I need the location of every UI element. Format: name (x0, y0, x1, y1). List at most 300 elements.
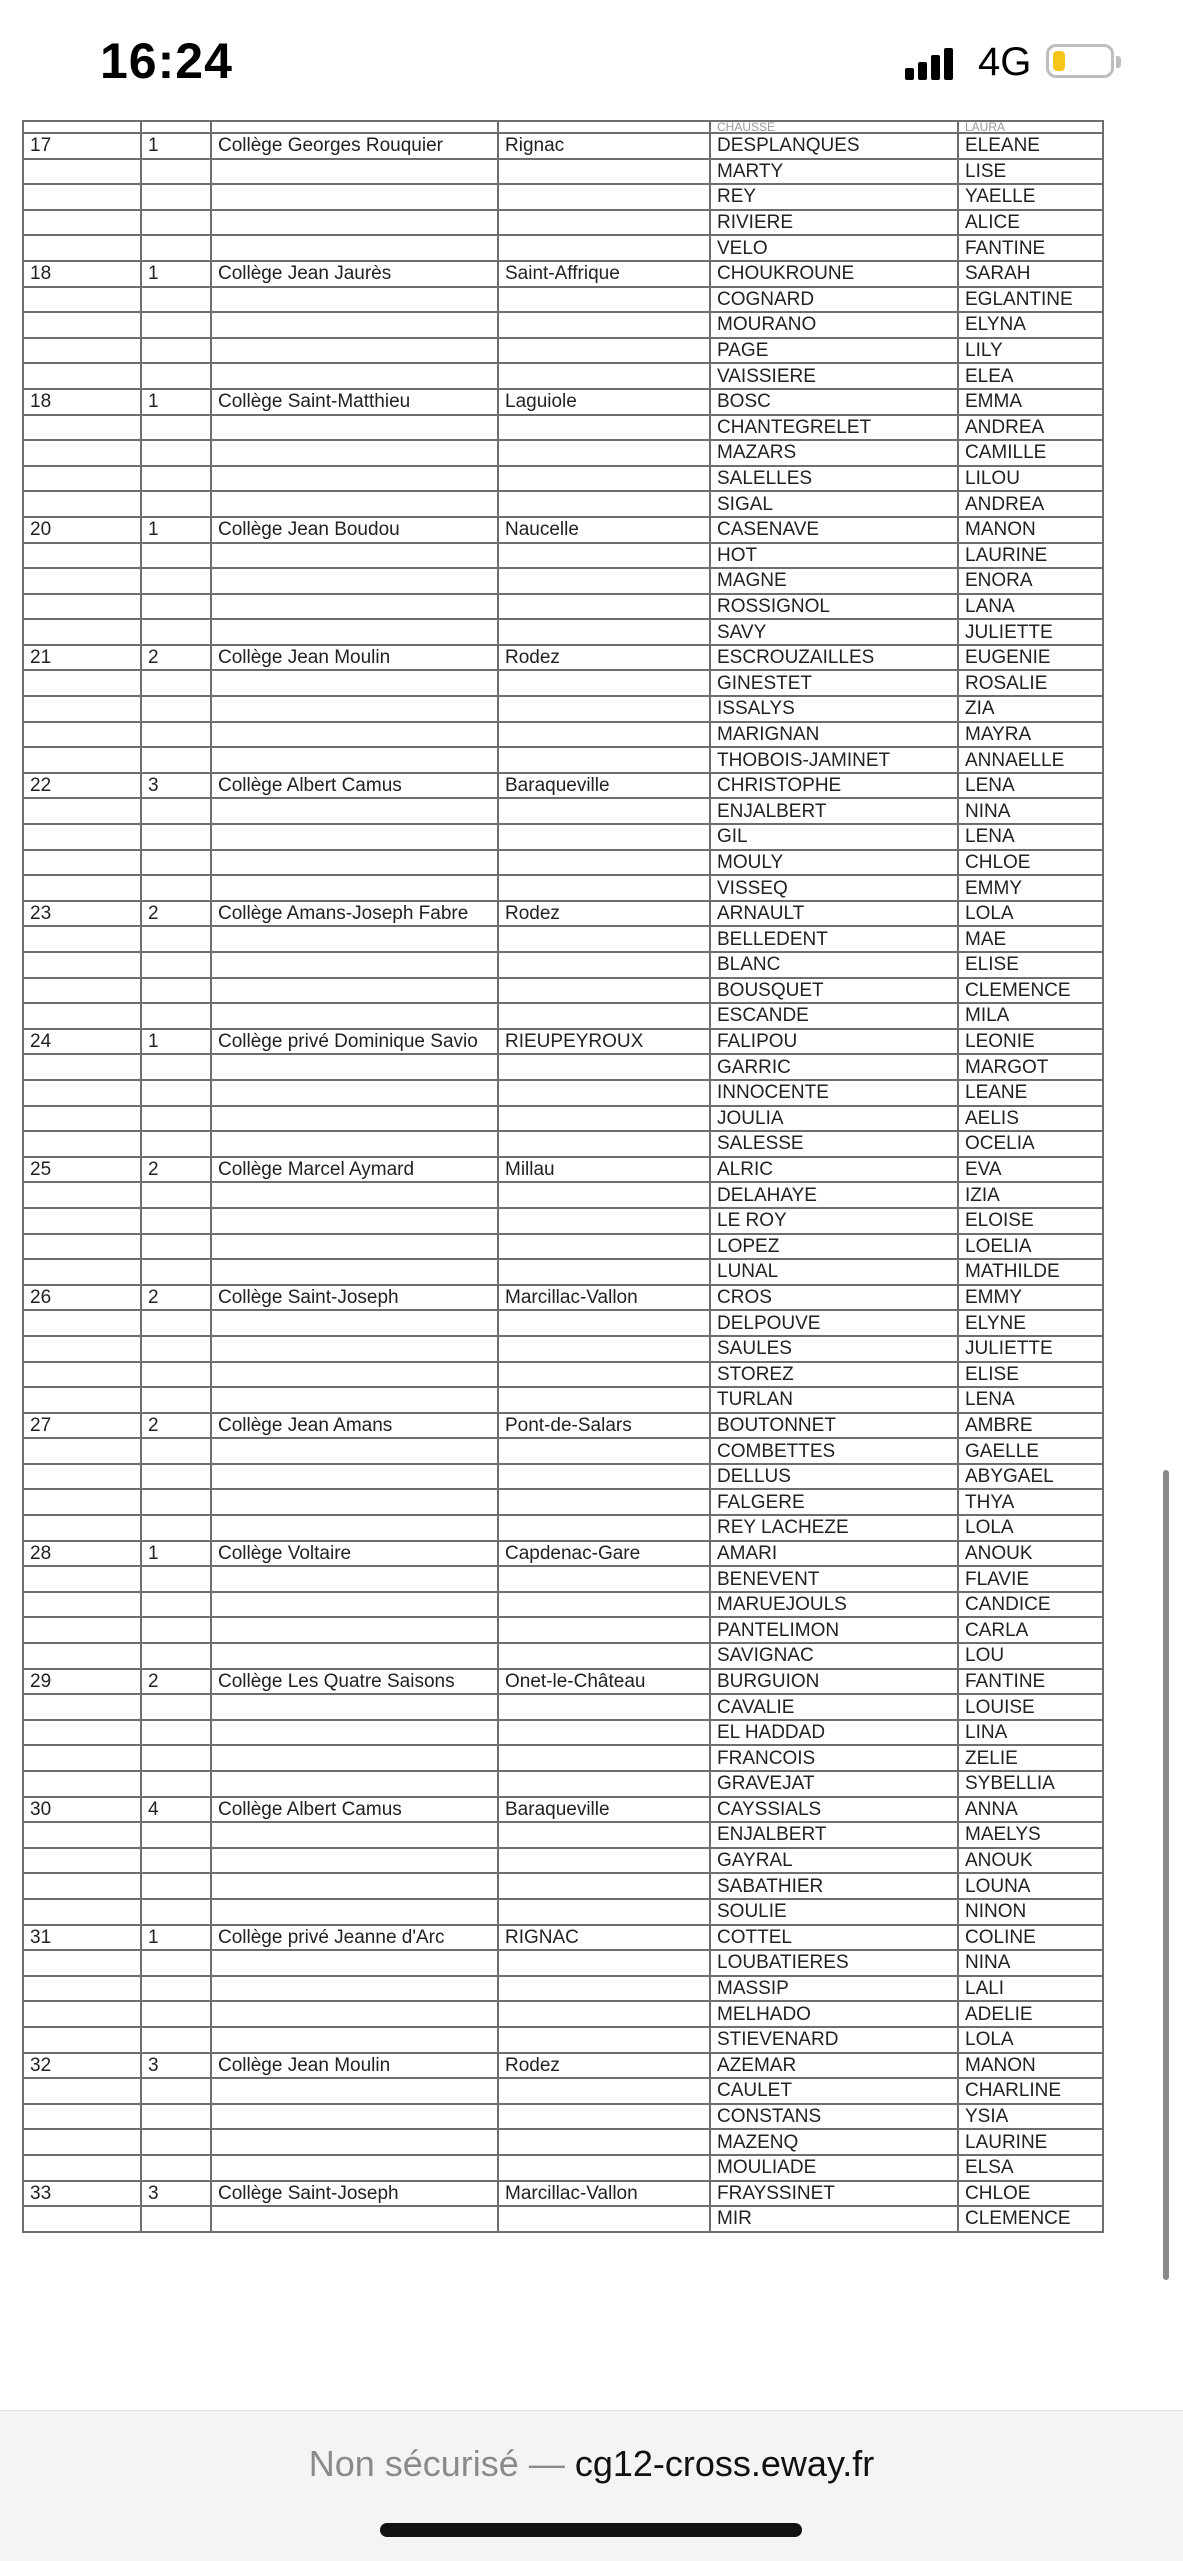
table-cell (23, 466, 141, 492)
table-cell (211, 798, 498, 824)
table-cell: 3 (141, 2181, 211, 2207)
table-cell (141, 952, 211, 978)
table-cell (141, 696, 211, 722)
table-cell: 1 (141, 133, 211, 159)
table-cell: Saint-Affrique (498, 261, 710, 287)
table-cell (498, 978, 710, 1004)
table-cell: Collège Jean Amans (211, 1413, 498, 1439)
table-cell (23, 1873, 141, 1899)
table-cell (141, 2001, 211, 2027)
table-cell: GAYRAL (710, 1848, 958, 1874)
table-row (23, 1259, 1103, 1285)
table-row (23, 747, 1103, 773)
table-cell (23, 2104, 141, 2130)
table-cell: Laguiole (498, 389, 710, 415)
table-cell: JOULIA (710, 1106, 958, 1132)
table-cell: 23 (23, 901, 141, 927)
table-cell (141, 1362, 211, 1388)
table-cell: SAVY (710, 619, 958, 645)
table-cell: IZIA (958, 1182, 1103, 1208)
table-cell (498, 619, 710, 645)
table-row (23, 1413, 1103, 1439)
table-cell: CHAUSSE (710, 121, 958, 133)
table-cell: OCELIA (958, 1131, 1103, 1157)
table-cell (141, 978, 211, 1004)
table-cell: RIEUPEYROUX (498, 1029, 710, 1055)
table-cell (498, 1643, 710, 1669)
table-cell (23, 1182, 141, 1208)
table-cell (23, 235, 141, 261)
table-cell (498, 1003, 710, 1029)
table-cell (211, 1566, 498, 1592)
table-cell (141, 543, 211, 569)
table-cell (498, 235, 710, 261)
table-cell: FRANCOIS (710, 1745, 958, 1771)
table-cell: SIGAL (710, 491, 958, 517)
table-cell (23, 1234, 141, 1260)
table-cell: Collège Jean Jaurès (211, 261, 498, 287)
table-cell (211, 875, 498, 901)
table-cell (141, 2027, 211, 2053)
table-cell: LOUISE (958, 1694, 1103, 1720)
table-cell: NINON (958, 1899, 1103, 1925)
table-row (23, 1387, 1103, 1413)
table-row (23, 363, 1103, 389)
table-cell: BLANC (710, 952, 958, 978)
table-cell: ELSA (958, 2155, 1103, 2181)
home-indicator[interactable] (380, 2523, 802, 2537)
table-cell: EMMY (958, 1285, 1103, 1311)
table-cell: CLEMENCE (958, 978, 1103, 1004)
table-cell: Collège Albert Camus (211, 773, 498, 799)
table-cell: Capdenac-Gare (498, 1541, 710, 1567)
table-cell (141, 1234, 211, 1260)
table-cell: Collège Les Quatre Saisons (211, 1669, 498, 1695)
table-cell: 1 (141, 1925, 211, 1951)
table-cell: MAZENQ (710, 2129, 958, 2155)
table-cell (211, 1259, 498, 1285)
table-row (23, 1489, 1103, 1515)
site-domain[interactable]: cg12-cross.eway.fr (574, 2443, 875, 2484)
table-cell (23, 978, 141, 1004)
table-cell (141, 1387, 211, 1413)
table-cell: MIR (710, 2206, 958, 2232)
table-cell (211, 1336, 498, 1362)
table-cell: MOULY (710, 850, 958, 876)
table-cell (141, 1464, 211, 1490)
table-cell: EGLANTINE (958, 287, 1103, 313)
table-cell (23, 696, 141, 722)
table-cell: FANTINE (958, 235, 1103, 261)
table-cell: VELO (710, 235, 958, 261)
table-cell: Rodez (498, 901, 710, 927)
table-cell (141, 1950, 211, 1976)
table-cell: Collège Saint-Joseph (211, 2181, 498, 2207)
table-cell (141, 1566, 211, 1592)
table-cell (141, 824, 211, 850)
table-cell (23, 1822, 141, 1848)
table-cell (23, 1003, 141, 1029)
table-cell: ELYNA (958, 312, 1103, 338)
table-cell (141, 235, 211, 261)
table-cell: STOREZ (710, 1362, 958, 1388)
table-row (23, 338, 1103, 364)
results-table (22, 120, 1104, 2233)
table-row (23, 2078, 1103, 2104)
table-cell: SALELLES (710, 466, 958, 492)
table-cell: 2 (141, 1413, 211, 1439)
vertical-scrollbar[interactable] (1163, 1470, 1169, 2280)
table-cell (211, 159, 498, 185)
table-cell: CASENAVE (710, 517, 958, 543)
table-cell: ELISE (958, 1362, 1103, 1388)
table-cell (211, 312, 498, 338)
table-cell: COLINE (958, 1925, 1103, 1951)
table-row (23, 543, 1103, 569)
table-cell: ESCROUZAILLES (710, 645, 958, 671)
table-cell: CANDICE (958, 1592, 1103, 1618)
table-cell: ELOISE (958, 1208, 1103, 1234)
table-cell (23, 1899, 141, 1925)
table-cell: AMBRE (958, 1413, 1103, 1439)
table-cell: Collège Saint-Matthieu (211, 389, 498, 415)
table-cell (23, 875, 141, 901)
table-cell: LANA (958, 594, 1103, 620)
table-cell: 1 (141, 1541, 211, 1567)
table-cell: BURGUION (710, 1669, 958, 1695)
table-cell (211, 824, 498, 850)
table-cell (211, 2104, 498, 2130)
table-cell: Baraqueville (498, 1797, 710, 1823)
table-cell: GARRIC (710, 1054, 958, 1080)
table-cell: YAELLE (958, 184, 1103, 210)
table-cell: 1 (141, 389, 211, 415)
table-cell (498, 1106, 710, 1132)
table-cell: LILY (958, 338, 1103, 364)
table-cell: MARUEJOULS (710, 1592, 958, 1618)
table-row (23, 568, 1103, 594)
table-row (23, 1438, 1103, 1464)
table-cell (23, 1976, 141, 2002)
table-cell: Naucelle (498, 517, 710, 543)
table-row (23, 1003, 1103, 1029)
table-cell: INNOCENTE (710, 1080, 958, 1106)
table-cell: Collège Jean Boudou (211, 517, 498, 543)
table-cell (211, 926, 498, 952)
table-row (23, 1541, 1103, 1567)
table-cell (211, 1720, 498, 1746)
table-cell: MAELYS (958, 1822, 1103, 1848)
table-cell (498, 1464, 710, 1490)
table-cell (23, 1950, 141, 1976)
table-cell: BOUTONNET (710, 1413, 958, 1439)
table-cell: ANNA (958, 1797, 1103, 1823)
table-cell: ALRIC (710, 1157, 958, 1183)
table-row (23, 415, 1103, 441)
table-cell (211, 619, 498, 645)
table-cell (23, 1566, 141, 1592)
table-row (23, 952, 1103, 978)
table-cell (211, 338, 498, 364)
table-cell (141, 1310, 211, 1336)
table-cell (211, 184, 498, 210)
table-cell: YSIA (958, 2104, 1103, 2130)
table-cell: RIGNAC (498, 1925, 710, 1951)
table-cell (23, 1438, 141, 1464)
table-cell (23, 2206, 141, 2232)
table-cell (498, 2129, 710, 2155)
network-type: 4G (978, 40, 1032, 84)
table-cell: REY (710, 184, 958, 210)
table-cell: CHLOE (958, 850, 1103, 876)
table-cell (211, 850, 498, 876)
table-cell: SOULIE (710, 1899, 958, 1925)
table-cell (141, 1489, 211, 1515)
table-cell: SAVIGNAC (710, 1643, 958, 1669)
table-cell: SABATHIER (710, 1873, 958, 1899)
table-cell (498, 1899, 710, 1925)
table-cell (23, 670, 141, 696)
table-cell: STIEVENARD (710, 2027, 958, 2053)
table-cell (211, 1208, 498, 1234)
table-cell: Rodez (498, 645, 710, 671)
table-cell (141, 312, 211, 338)
table-row (23, 389, 1103, 415)
table-cell: CHRISTOPHE (710, 773, 958, 799)
table-row (23, 184, 1103, 210)
table-cell (141, 287, 211, 313)
table-cell: Rignac (498, 133, 710, 159)
table-cell (23, 1310, 141, 1336)
table-cell: ELISE (958, 952, 1103, 978)
table-cell (141, 1848, 211, 1874)
table-cell (498, 850, 710, 876)
table-cell (141, 747, 211, 773)
table-row (23, 1848, 1103, 1874)
table-cell: ENJALBERT (710, 1822, 958, 1848)
table-row (23, 1797, 1103, 1823)
table-row (23, 1976, 1103, 2002)
table-cell: 21 (23, 645, 141, 671)
table-cell (23, 952, 141, 978)
table-row (23, 1336, 1103, 1362)
table-cell (141, 619, 211, 645)
table-cell (211, 1234, 498, 1260)
table-row (23, 1208, 1103, 1234)
table-cell: VISSEQ (710, 875, 958, 901)
table-cell: Marcillac-Vallon (498, 2181, 710, 2207)
table-cell (23, 415, 141, 441)
table-cell (498, 2155, 710, 2181)
table-cell: RIVIERE (710, 210, 958, 236)
table-row (23, 261, 1103, 287)
table-row (23, 1617, 1103, 1643)
table-cell: ZIA (958, 696, 1103, 722)
table-cell: ELEANE (958, 133, 1103, 159)
table-row (23, 1131, 1103, 1157)
table-cell (498, 1745, 710, 1771)
table-cell: CHLOE (958, 2181, 1103, 2207)
table-cell (211, 670, 498, 696)
table-cell (498, 1259, 710, 1285)
table-row (23, 2001, 1103, 2027)
table-cell: 20 (23, 517, 141, 543)
table-cell (141, 1515, 211, 1541)
table-cell: ISSALYS (710, 696, 958, 722)
table-cell: Marcillac-Vallon (498, 1285, 710, 1311)
table-cell: ENORA (958, 568, 1103, 594)
table-row (23, 1566, 1103, 1592)
table-row (23, 2053, 1103, 2079)
table-cell: FRAYSSINET (710, 2181, 958, 2207)
table-cell (498, 1822, 710, 1848)
table-cell: ZELIE (958, 1745, 1103, 1771)
table-cell: LOUBATIERES (710, 1950, 958, 1976)
table-cell: ANOUK (958, 1848, 1103, 1874)
table-row (23, 133, 1103, 159)
table-cell (23, 287, 141, 313)
table-cell (211, 722, 498, 748)
table-cell: LE ROY (710, 1208, 958, 1234)
table-cell: MANON (958, 2053, 1103, 2079)
table-cell (211, 696, 498, 722)
table-cell: ANOUK (958, 1541, 1103, 1567)
table-cell: 26 (23, 1285, 141, 1311)
table-cell: MAYRA (958, 722, 1103, 748)
table-cell (141, 1873, 211, 1899)
table-cell (211, 1362, 498, 1388)
table-cell (498, 1310, 710, 1336)
table-cell (23, 619, 141, 645)
table-row (23, 1822, 1103, 1848)
table-cell: ARNAULT (710, 901, 958, 927)
table-cell: COMBETTES (710, 1438, 958, 1464)
table-cell (23, 798, 141, 824)
table-cell (23, 2001, 141, 2027)
table-cell (211, 2155, 498, 2181)
table-row (23, 696, 1103, 722)
table-cell (498, 1387, 710, 1413)
table-row (23, 978, 1103, 1004)
table-cell (141, 1745, 211, 1771)
page-content[interactable] (0, 120, 1183, 2410)
table-cell: 18 (23, 389, 141, 415)
table-cell: LOU (958, 1643, 1103, 1669)
table-cell (498, 312, 710, 338)
table-cell (23, 722, 141, 748)
table-cell: MARIGNAN (710, 722, 958, 748)
table-cell: CAMILLE (958, 440, 1103, 466)
table-row (23, 1029, 1103, 1055)
table-cell (211, 1592, 498, 1618)
table-cell: ROSALIE (958, 670, 1103, 696)
table-cell (211, 1106, 498, 1132)
table-cell (498, 1054, 710, 1080)
table-cell: 1 (141, 261, 211, 287)
table-cell (498, 1720, 710, 1746)
table-row (23, 1234, 1103, 1260)
table-row (23, 1643, 1103, 1669)
table-cell (211, 1694, 498, 1720)
table-cell (141, 850, 211, 876)
table-cell: LOLA (958, 901, 1103, 927)
table-cell: DELAHAYE (710, 1182, 958, 1208)
table-cell: MANON (958, 517, 1103, 543)
table-row (23, 1592, 1103, 1618)
table-cell (23, 2129, 141, 2155)
table-cell (498, 696, 710, 722)
table-cell (498, 1950, 710, 1976)
table-cell (141, 722, 211, 748)
table-cell: 25 (23, 1157, 141, 1183)
table-cell (211, 1003, 498, 1029)
table-cell: PANTELIMON (710, 1617, 958, 1643)
table-row (23, 1054, 1103, 1080)
cellular-signal-icon (905, 46, 953, 80)
table-cell (141, 1592, 211, 1618)
table-cell (23, 491, 141, 517)
table-cell: CLEMENCE (958, 2206, 1103, 2232)
table-cell: ELYNE (958, 1310, 1103, 1336)
table-cell: SARAH (958, 261, 1103, 287)
table-cell (211, 491, 498, 517)
table-cell (498, 1438, 710, 1464)
battery-icon (1046, 44, 1114, 78)
table-cell: MAGNE (710, 568, 958, 594)
table-cell (498, 670, 710, 696)
table-cell: 29 (23, 1669, 141, 1695)
table-cell (498, 159, 710, 185)
table-cell: GINESTET (710, 670, 958, 696)
table-cell: Collège Jean Moulin (211, 645, 498, 671)
table-cell (211, 1771, 498, 1797)
table-cell (498, 1080, 710, 1106)
table-cell (23, 1515, 141, 1541)
table-cell (141, 1336, 211, 1362)
table-row (23, 1720, 1103, 1746)
table-row (23, 1925, 1103, 1951)
table-cell (23, 1771, 141, 1797)
table-row (23, 1950, 1103, 1976)
table-cell: LAURINE (958, 2129, 1103, 2155)
table-row (23, 1106, 1103, 1132)
table-cell: Collège Jean Moulin (211, 2053, 498, 2079)
browser-address-bar[interactable] (0, 2410, 1183, 2561)
table-cell: FLAVIE (958, 1566, 1103, 1592)
table-cell (211, 466, 498, 492)
table-cell: LEANE (958, 1080, 1103, 1106)
table-cell (23, 850, 141, 876)
table-cell (211, 1464, 498, 1490)
table-cell: 17 (23, 133, 141, 159)
table-cell (498, 466, 710, 492)
table-cell: MELHADO (710, 2001, 958, 2027)
table-cell (211, 1745, 498, 1771)
table-cell: Collège Voltaire (211, 1541, 498, 1567)
table-cell (141, 1208, 211, 1234)
table-row (23, 235, 1103, 261)
table-cell (141, 415, 211, 441)
table-cell: LINA (958, 1720, 1103, 1746)
table-row (23, 1745, 1103, 1771)
table-cell (141, 1003, 211, 1029)
table-cell (141, 338, 211, 364)
table-cell: AMARI (710, 1541, 958, 1567)
table-cell: LILOU (958, 466, 1103, 492)
table-cell: EMMY (958, 875, 1103, 901)
table-row (23, 1694, 1103, 1720)
table-cell (23, 1592, 141, 1618)
